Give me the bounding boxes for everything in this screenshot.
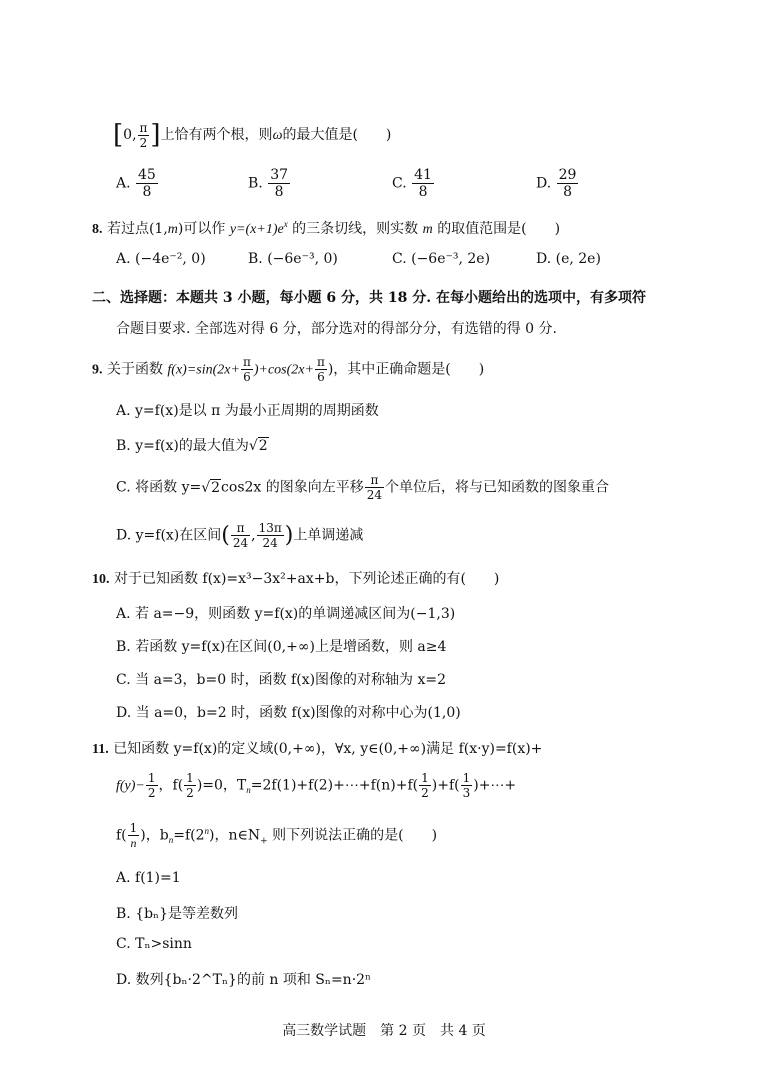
q7-option-a: A. $\frac{45}{8}$ [116,167,156,200]
q10-option-a: A. 若 a=−9，则函数 y=f(x)的单调递减区间为(−1,3) [116,606,456,622]
q8-option-c: C. (−6e⁻³, 2e) [392,251,491,267]
q10-option-b: B. 若函数 y=f(x)在区间(0,+∞)上是增函数，则 a≥4 [116,639,447,655]
q9-option-a: A. y=f(x)是以 π 为最小正周期的周期函数 [116,403,379,419]
q8-stem: 8. 若过点(1,m)可以作 $y=(x+1)e^x$ 的三条切线，则实数 m 的取值范围是( ) [92,219,561,237]
q9-option-d: D. y=f(x)在区间( $\frac{\pi}{24}$ , $\frac{13\pi}{24}$ )上单调递减 [116,521,364,550]
q7-option-c: C. $\frac{41}{8}$ [392,167,432,200]
q11-stem-line1: 11. 已知函数 y=f(x)的定义域(0,+∞)，∀x, y∈(0,+∞)满足 f(x·y)=f(x)+ [92,741,543,757]
q9-stem: 9. 关于函数 f(x)=sin(2x+ $\frac{\pi}{6}$ )+cos(2x+ $\frac{\pi}{6}$ )，其中正确命题是( ) [92,355,485,384]
q11-option-a: A. f(1)=1 [116,870,181,886]
q11-option-d: D. 数列{bₙ·2^Tₙ}的前 n 项和 Sₙ=n·2ⁿ [116,972,372,988]
q11-option-b: B. {bₙ}是等差数列 [116,906,239,922]
section2-heading-line1: 二、选择题：本题共 3 小题，每小题 6 分，共 18 分. 在每小题给出的选项中，有多项符 [92,290,646,306]
q11-option-c: C. Tₙ>sinn [116,936,192,952]
q10-option-c: C. 当 a=3，b=0 时，函数 f(x)图像的对称轴为 x=2 [116,672,447,688]
q10-stem: 10. 对于已知函数 f(x)=x³−3x²+ax+b，下列论述正确的有( ) [92,571,500,587]
q11-stem-line3: f( $\frac{1}{n}$ )，$b_n=f(2^n)$，$n\in N_+$ 则下列说法正确的是( ) [116,821,438,850]
q7-option-b: B. $\frac{37}{8}$ [248,167,289,200]
q10-option-d: D. 当 a=0，b=2 时，函数 f(x)图像的对称中心为(1,0) [116,705,461,721]
q8-option-b: B. (−6e⁻³, 0) [248,251,338,267]
q8-option-a: A. (−4e⁻², 0) [116,251,206,267]
q9-option-c: C. 将函数 y=√2cos2x 的图象向左平移 $\frac{\pi}{24}$ 个单位后，将与已知函数的图象重合 [116,473,610,502]
q7-stem-tail: [0, $\frac{\pi}{2}$ ]上恰有两个根，则ω的最大值是( ) [113,120,392,150]
page-footer: 高三数学试题 第 2 页 共 4 页 [282,1023,486,1039]
section2-heading-line2: 合题目要求. 全部选对得 6 分，部分选对的得部分分，有选错的得 0 分. [116,321,557,337]
q8-option-d: D. (e, 2e) [536,251,601,267]
q7-option-d: D. $\frac{29}{8}$ [536,167,577,200]
q9-option-b: B. y=f(x)的最大值为√2 [116,438,268,454]
pi-over-2: $\frac{\pi}{2}$ [139,120,148,150]
q11-stem-line2: f(y)− $\frac{1}{2}$ ，f( $\frac{1}{2}$ )=0，$T_n=2f(1)+f(2)+\cdots+f(n)+f$( $\frac{1}{2}$ )+f( $\frac{1}{3}$ )+⋯+ [116,771,517,800]
